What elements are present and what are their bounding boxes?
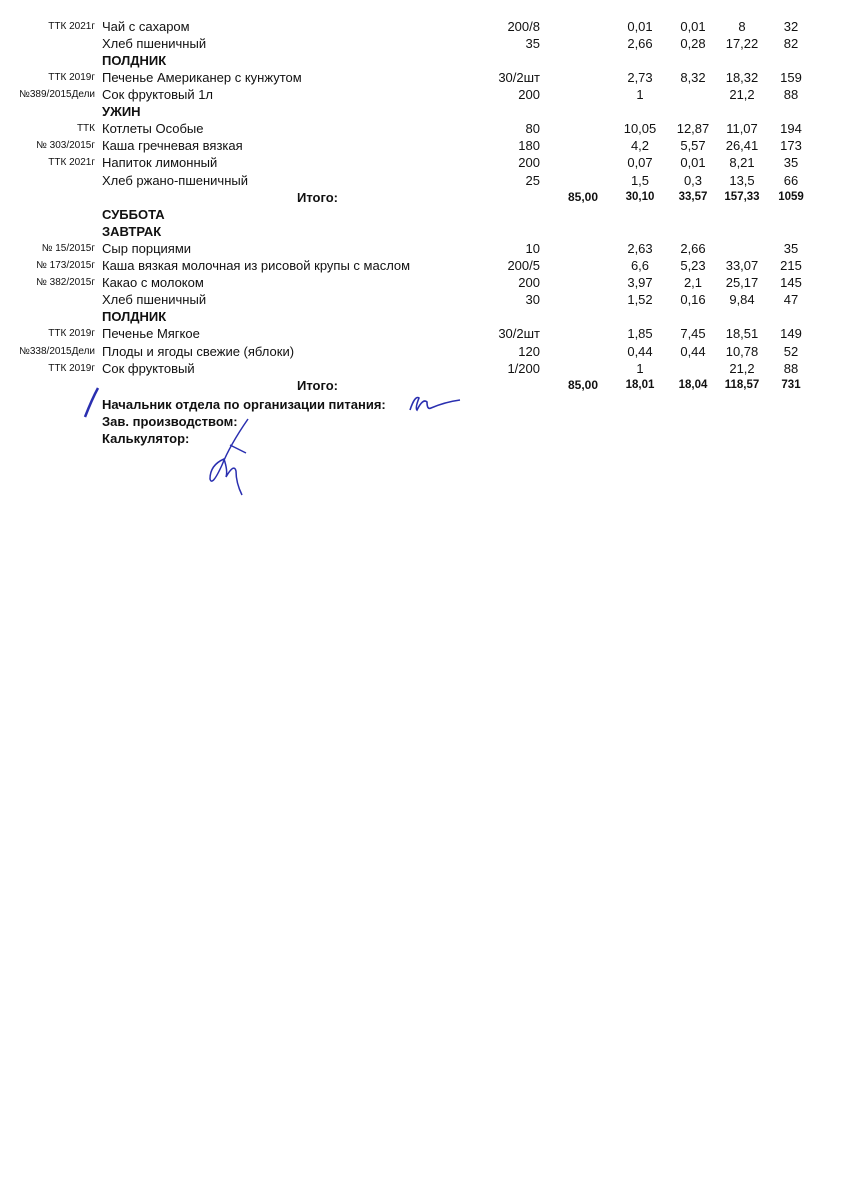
table-row [0, 291, 849, 308]
portion-weight: 35 [525, 36, 540, 51]
protein: 1,85 [627, 326, 653, 341]
price: 85,00 [567, 190, 598, 204]
calories: 52 [783, 344, 799, 359]
portion-weight: 200 [518, 87, 540, 102]
dish-name: Напиток лимонный [102, 155, 218, 170]
price: 85,00 [567, 378, 598, 392]
carbohydrates: 18,32 [725, 70, 759, 85]
calories: 88 [783, 87, 799, 102]
fat: 2,1 [683, 275, 703, 290]
table-row [0, 86, 849, 103]
portion-weight: 25 [525, 173, 540, 188]
dish-name: ЗАВТРАК [102, 224, 162, 239]
section-heading [0, 52, 849, 69]
dish-name: Котлеты Особые [102, 121, 204, 136]
calories: 1059 [778, 191, 804, 203]
dish-name: Печенье Мягкое [102, 326, 200, 341]
fat: 2,66 [680, 241, 706, 256]
fat: 5,57 [680, 138, 706, 153]
fat: 8,32 [680, 70, 706, 85]
dish-name: Хлеб пшеничный [102, 292, 207, 307]
calories: 215 [780, 258, 802, 273]
calories: 159 [780, 70, 802, 85]
table-row [0, 35, 849, 52]
portion-weight: 200 [518, 275, 540, 290]
carbohydrates: 33,07 [725, 258, 759, 273]
protein: 2,66 [627, 36, 653, 51]
carbohydrates: 8 [738, 19, 746, 34]
carbohydrates: 26,41 [725, 138, 759, 153]
fat: 0,16 [680, 292, 706, 307]
table-row [0, 137, 849, 154]
carbohydrates: 157,33 [724, 191, 760, 203]
dish-name: Итого: [297, 190, 338, 205]
dish-name: Хлеб пшеничный [102, 36, 207, 51]
table-row [0, 343, 849, 360]
dish-code: № 382/2015г [36, 277, 95, 288]
protein: 0,44 [627, 344, 653, 359]
dish-code: №338/2015Дели [19, 346, 95, 357]
signature-label-calculator: Калькулятор: [102, 431, 190, 446]
table-row [0, 360, 849, 377]
fat: 0,28 [680, 36, 706, 51]
portion-weight: 200 [518, 155, 540, 170]
section-heading [0, 103, 849, 120]
calories: 149 [780, 326, 802, 341]
fat: 7,45 [680, 326, 706, 341]
protein: 4,2 [630, 138, 650, 153]
carbohydrates: 8,21 [729, 155, 755, 170]
section-heading [0, 308, 849, 325]
total-row [0, 189, 849, 206]
signature-head-image [405, 390, 465, 415]
carbohydrates: 25,17 [725, 275, 759, 290]
dish-code: № 15/2015г [41, 243, 95, 254]
calories: 35 [783, 241, 799, 256]
table-row [0, 257, 849, 274]
section-heading [0, 206, 849, 223]
dish-name: Плоды и ягоды свежие (яблоки) [102, 344, 295, 359]
calories: 66 [783, 173, 799, 188]
calories: 194 [780, 121, 802, 136]
dish-name: ПОЛДНИК [102, 53, 167, 68]
dish-name: Сок фруктовый [102, 361, 195, 376]
fat: 5,23 [680, 258, 706, 273]
dish-code: ТТК [76, 123, 95, 134]
fat: 0,3 [683, 173, 703, 188]
carbohydrates: 18,51 [725, 326, 759, 341]
dish-name: Каша гречневая вязкая [102, 138, 243, 153]
calories: 145 [780, 275, 802, 290]
dish-name: Чай с сахаром [102, 19, 190, 34]
protein: 30,10 [625, 191, 655, 203]
protein: 1,5 [630, 173, 650, 188]
portion-weight: 80 [525, 121, 540, 136]
dish-code: №389/2015Дели [19, 89, 95, 100]
fat: 0,44 [680, 344, 706, 359]
portion-weight: 180 [518, 138, 540, 153]
protein: 0,01 [627, 19, 653, 34]
calories: 173 [780, 138, 802, 153]
protein: 2,73 [627, 70, 653, 85]
dish-code: № 173/2015г [36, 260, 95, 271]
table-row [0, 154, 849, 171]
calories: 35 [783, 155, 799, 170]
protein: 6,6 [630, 258, 650, 273]
dish-name: Каша вязкая молочная из рисовой крупы с маслом [102, 258, 411, 273]
dish-name: Печенье Американер с кунжутом [102, 70, 302, 85]
fat: 18,04 [678, 379, 708, 391]
table-row [0, 120, 849, 137]
calories: 731 [781, 379, 801, 391]
signature-label-production: Зав. производством: [102, 414, 238, 429]
carbohydrates: 10,78 [725, 344, 759, 359]
dish-name: СУББОТА [102, 207, 165, 222]
dish-code: ТТК 2019г [48, 72, 95, 83]
dish-name: Хлеб ржано-пшеничный [102, 173, 248, 188]
protein: 1,52 [627, 292, 653, 307]
dish-name: Какао с молоком [102, 275, 204, 290]
protein: 1 [636, 87, 644, 102]
dish-name: Сыр порциями [102, 241, 192, 256]
portion-weight: 30 [525, 292, 540, 307]
dish-code: ТТК 2019г [48, 328, 95, 339]
protein: 10,05 [623, 121, 657, 136]
fat: 0,01 [680, 155, 706, 170]
section-heading [0, 223, 849, 240]
fat: 33,57 [678, 191, 708, 203]
protein: 3,97 [627, 275, 653, 290]
portion-weight: 30/2шт [498, 70, 540, 85]
dish-name: Итого: [297, 378, 338, 393]
dish-name: ПОЛДНИК [102, 309, 167, 324]
protein: 18,01 [625, 379, 655, 391]
dish-code: № 303/2015г [36, 140, 95, 151]
protein: 1 [636, 361, 644, 376]
table-row [0, 325, 849, 342]
carbohydrates: 11,07 [726, 121, 758, 136]
fat: 0,01 [680, 19, 706, 34]
dish-name: УЖИН [102, 104, 141, 119]
calories: 82 [783, 36, 799, 51]
portion-weight: 200/8 [507, 19, 540, 34]
dish-code: ТТК 2019г [48, 363, 95, 374]
table-row [0, 172, 849, 189]
carbohydrates: 13,5 [729, 173, 755, 188]
calories: 47 [783, 292, 799, 307]
table-row [0, 240, 849, 257]
fat: 12,87 [676, 121, 710, 136]
dish-code: ТТК 2021г [48, 21, 95, 32]
portion-weight: 10 [525, 241, 540, 256]
calories: 88 [783, 361, 799, 376]
carbohydrates: 118,57 [724, 379, 760, 391]
carbohydrates: 21,2 [729, 361, 755, 376]
carbohydrates: 17,22 [725, 36, 759, 51]
dish-code: ТТК 2021г [48, 157, 95, 168]
ink-mark-icon [80, 385, 102, 421]
table-row [0, 18, 849, 35]
carbohydrates: 9,84 [729, 292, 755, 307]
portion-weight: 200/5 [507, 258, 540, 273]
signature-calculator-image [200, 415, 260, 500]
portion-weight: 30/2шт [498, 326, 540, 341]
protein: 2,63 [627, 241, 653, 256]
protein: 0,07 [627, 155, 653, 170]
table-row [0, 274, 849, 291]
table-row [0, 69, 849, 86]
dish-name: Сок фруктовый 1л [102, 87, 214, 102]
carbohydrates: 21,2 [729, 87, 755, 102]
portion-weight: 1/200 [507, 361, 540, 376]
calories: 32 [783, 19, 799, 34]
portion-weight: 120 [518, 344, 540, 359]
signature-label-head: Начальник отдела по организации питания: [102, 397, 386, 412]
